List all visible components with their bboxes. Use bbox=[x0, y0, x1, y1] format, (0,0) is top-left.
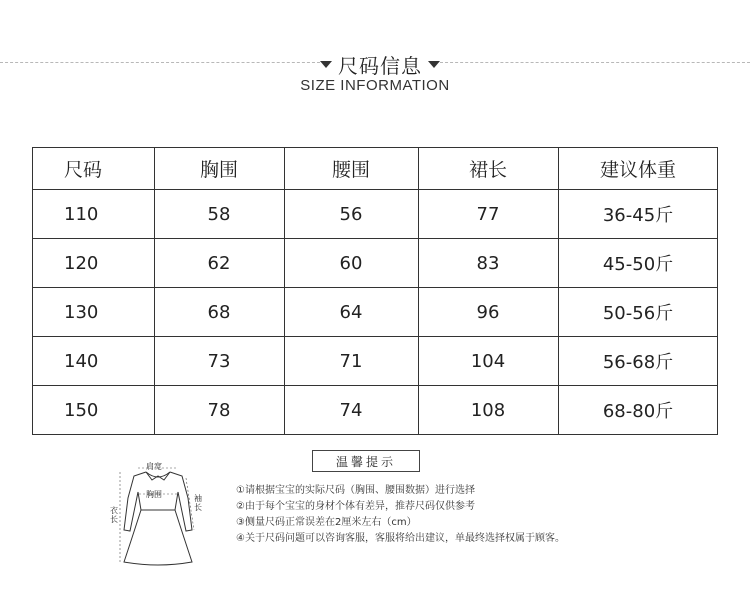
cell-size: 110 bbox=[64, 203, 99, 225]
table-row bbox=[32, 386, 718, 435]
table-row bbox=[32, 337, 718, 386]
label-garment-length: 衣长 bbox=[110, 506, 118, 524]
section-subtitle: SIZE INFORMATION bbox=[300, 77, 450, 94]
cell-size: 150 bbox=[64, 399, 99, 421]
tips-title: 温馨提示 bbox=[312, 450, 420, 472]
table-row bbox=[32, 239, 718, 288]
header-length: 裙长 bbox=[468, 159, 507, 181]
label-chest: 胸围 bbox=[146, 490, 162, 499]
right-dotted-divider bbox=[440, 62, 750, 63]
cell-size: 140 bbox=[64, 350, 99, 372]
section-title-text: 尺码信息 bbox=[338, 54, 422, 78]
cell-waist: 60 bbox=[339, 252, 363, 274]
cell-weight: 68-80斤 bbox=[602, 401, 674, 422]
label-shoulder-width: 肩宽 bbox=[146, 462, 162, 471]
cell-length: 77 bbox=[476, 203, 500, 225]
header-size: 尺码 bbox=[64, 159, 103, 181]
cell-weight: 50-56斤 bbox=[602, 303, 674, 324]
table-row bbox=[32, 288, 718, 337]
tip-item: ③侧量尺码正常误差在2厘米左右（cm） bbox=[236, 517, 417, 528]
cell-chest: 58 bbox=[207, 203, 231, 225]
cell-chest: 62 bbox=[207, 252, 231, 274]
tip-item: ①请根据宝宝的实际尺码（胸围、腰围数据）进行选择 bbox=[236, 485, 475, 496]
cell-chest: 73 bbox=[207, 350, 231, 372]
cell-size: 130 bbox=[64, 301, 99, 323]
cell-waist: 56 bbox=[339, 203, 363, 225]
cell-length: 83 bbox=[476, 252, 500, 274]
table-row bbox=[32, 190, 718, 239]
table-header-row bbox=[32, 147, 718, 190]
size-table bbox=[32, 147, 718, 435]
triangle-down-icon bbox=[428, 61, 440, 68]
cell-size: 120 bbox=[64, 252, 99, 274]
cell-waist: 74 bbox=[339, 399, 363, 421]
dress-outline-icon bbox=[108, 458, 208, 568]
label-sleeve-length: 袖长 bbox=[194, 494, 202, 512]
cell-waist: 71 bbox=[339, 350, 363, 372]
tips-list bbox=[236, 483, 565, 547]
header-waist: 腰围 bbox=[331, 159, 370, 181]
tip-item: ④关于尺码问题可以咨询客服，客服将给出建议，单最终选择权属于顾客。 bbox=[236, 533, 565, 544]
cell-length: 104 bbox=[470, 350, 506, 372]
section-title bbox=[300, 50, 460, 79]
cell-length: 96 bbox=[476, 301, 500, 323]
header-chest: 胸围 bbox=[199, 159, 238, 181]
cell-weight: 36-45斤 bbox=[602, 205, 674, 226]
cell-chest: 78 bbox=[207, 399, 231, 421]
dress-diagram bbox=[108, 458, 208, 568]
cell-waist: 64 bbox=[339, 301, 363, 323]
cell-weight: 45-50斤 bbox=[602, 254, 674, 275]
cell-length: 108 bbox=[470, 399, 506, 421]
triangle-down-icon bbox=[320, 61, 332, 68]
header-weight: 建议体重 bbox=[599, 159, 676, 181]
tip-item: ②由于每个宝宝的身材个体有差异，推荐尺码仅供参考 bbox=[236, 501, 475, 512]
cell-weight: 56-68斤 bbox=[602, 352, 674, 373]
cell-chest: 68 bbox=[207, 301, 231, 323]
left-dotted-divider bbox=[0, 62, 320, 63]
